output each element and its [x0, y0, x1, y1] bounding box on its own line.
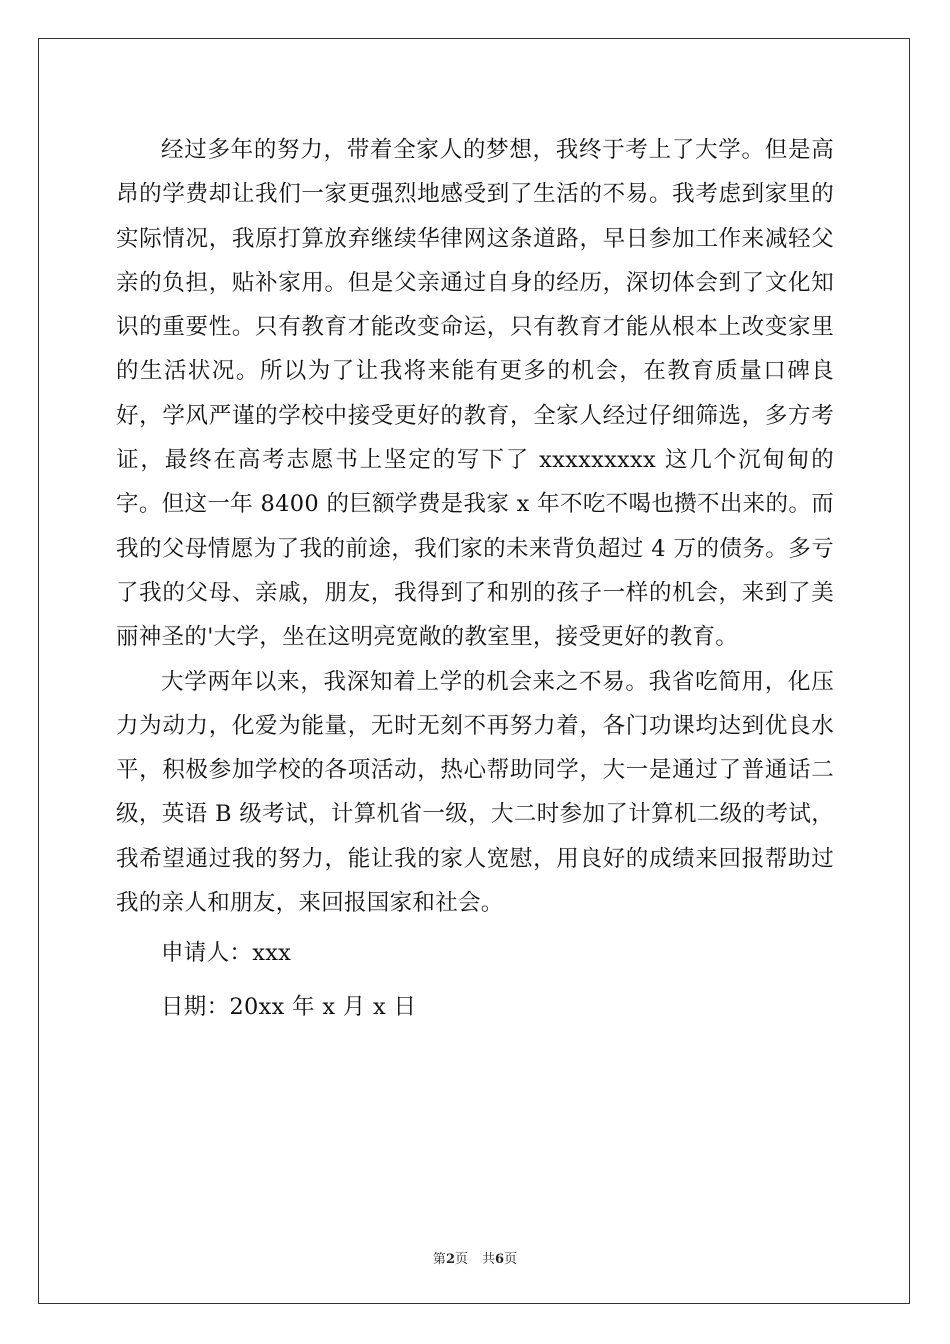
applicant-line: 申请人：xxx: [161, 940, 292, 967]
date-line: 日期：20xx 年 x 月 x 日: [161, 993, 417, 1020]
total-page-number: 6: [495, 1252, 505, 1267]
page-suffix: 页: [454, 1252, 468, 1267]
paragraph-1: 经过多年的努力，带着全家人的梦想，我终于考上了大学。但是高昂的学费却让我们一家更强烈地感受到了生活的不易。我考虑到家里的实际情况，我原打算放弃继续华律网这条道路，早日参加工作来减轻父亲的负担，贴补家用。但是父亲通过自身的经历，深切体会到了文化知识的重要性。只有教育才能改变命运，只有教育才能从根本上改变家里的生活状况。所以为了让我将来能有更多的机会，在教育质量口碑良好，学风严谨的学校中接受更好的教育，全家人经过仔细筛选，多方考证，最终在高考志愿书上坚定的写下了 xxxxxxxxx 这几个沉甸甸的字。但这一年 8400 的巨额学费是我家 x 年不吃不喝也攒不出来的。而我的父母情愿为了我的前途，我们家的未来背负超过 4 万的债务。多亏了我的父母、亲戚，朋友，我得到了和别的孩子一样的机会，来到了美丽神圣的'大学，坐在这明亮宽敞的教室里，接受更好的教育。: [116, 137, 834, 651]
document-body: [116, 128, 834, 1029]
total-suffix: 页: [504, 1252, 518, 1267]
page-prefix: 第: [432, 1252, 446, 1267]
page-footer: [0, 1248, 950, 1267]
current-page-number: 2: [445, 1252, 455, 1267]
paragraph-2: 大学两年以来，我深知着上学的机会来之不易。我省吃简用，化压力为动力，化爱为能量，无时无刻不再努力着，各门功课均达到优良水平，积极参加学校的各项活动，热心帮助同学，大一是通过了普通话二级，英语 B 级考试，计算机省一级，大二时参加了计算机二级的考试，我希望通过我的努力，能让我的家人宽慰，用良好的成绩来回报帮助过我的亲人和朋友，来回报国家和社会。: [116, 668, 834, 917]
total-prefix: 共: [482, 1252, 496, 1267]
